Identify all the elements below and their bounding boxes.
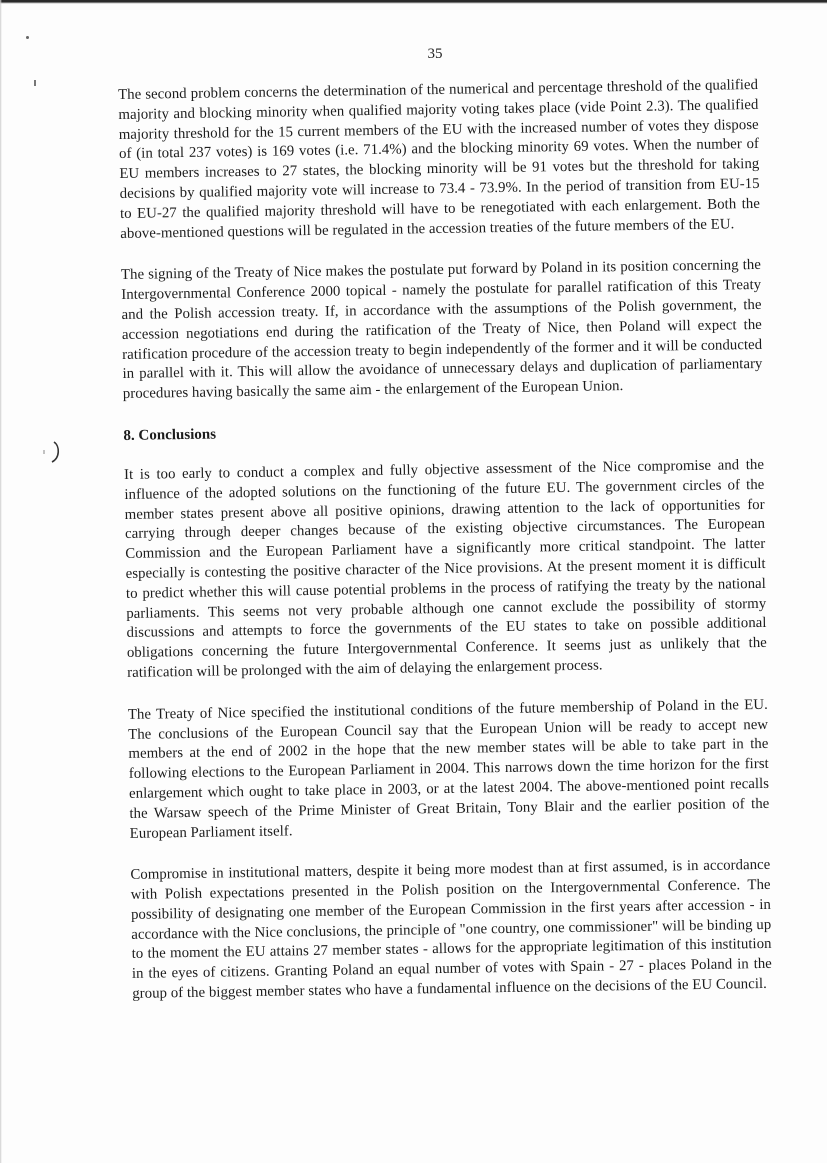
paragraph-conclusion-compromise: Compromise in institutional matters, despite it being more modest than at first assumed, is in accordance with Polish expectations presented in the Polish position on the Intergovernmental Conference. The possibility of designating one member of the European Commission in the first years after accession - in accordance with the Nice conclusions, the principle of "one country, one commissioner" will be binding up to the moment the EU attains 27 member states - allows for the appropriate legitimation of this institution in the eyes of citizens. Granting Poland an equal number of votes with Spain - 27 - places Poland in the group of the biggest member states who have a fundamental influence on the decisions of the EU Council.	[130, 857, 772, 1002]
binder-hole-icon	[40, 440, 62, 464]
page-top-edge	[0, 0, 827, 4]
section-heading-conclusions: 8. Conclusions	[123, 426, 217, 444]
paragraph-treaty-signing: The signing of the Treaty of Nice makes the postulate put forward by Poland in its position concerning the Intergovernmental Conference 2000 topical - namely the postulate for parallel ratification of this Treaty and the Polish accession treaty. If, in accordance with the assumptions of the Polish government, the accession negotiations end during the ratification of the Treaty of Nice, then Poland will expect the ratification procedure of the accession treaty to begin independently of the former and it will be conducted in parallel with it. This will allow the avoidance of unnecessary delays and duplication of parliamentary procedures having basically the same aim - the enlargement of the European Union.	[120, 257, 763, 403]
page-number: 35	[427, 46, 443, 62]
page-left-edge	[0, 0, 2, 1163]
paragraph-conclusion-membership: The Treaty of Nice specified the institutional conditions of the future membership of Poland in the EU. The conclusions of the European Council say that the European Union will be ready to accept new members at the end of 2002 in the hope that the new member states will be able to take part in the following elections to the European Parliament in 2004. This narrows down the time horizon for the first enlargement which ought to take place in 2003, or at the latest 2004. The above-mentioned point recalls the Warsaw speech of the Prime Minister of Great Britain, Tony Blair and the earlier position of the European Parliament itself.	[127, 696, 770, 842]
paragraph-qualified-majority: The second problem concerns the determination of the numerical and percentage threshold of the qualified majority and blocking minority when qualified majority voting takes place (vide Point 2.3). The qualified majority threshold for the 15 current members of the EU with the increased number of votes they dispose of (in total 237 votes) is 169 votes (i.e. 71.4%) and the blocking minority 69 votes. When the number of EU members increases to 27 states, the blocking minority will be 91 votes but the threshold for taking decisions by qualified majority vote will increase to 73.4 - 73.9%. In the period of transition from EU-15 to EU-27 the qualified majority threshold will have to be renegotiated with each enlargement. Both the above-mentioned questions will be regulated in the accession treaties of the future members of the EU.	[118, 76, 761, 242]
margin-dot-mark	[26, 36, 29, 39]
paragraph-conclusion-assessment: It is too early to conduct a complex and fully objective assessment of the Nice compromise and the influence of the adopted solutions on the functioning of the future EU. The government circles of the member states present above all positive opinions, drawing attention to the lack of opportunities for carrying through deeper changes because of the existing objective circumstances. The European Commission and the European Parliament have a significantly more critical standpoint. The latter especially is contesting the positive character of the Nice provisions. At the present moment it is difficult to predict whether this will cause potential problems in the process of ratifying the treaty by the national parliaments. This seems not very probable although one cannot exclude the possibility of stormy discussions and attempts to force the governments of the EU states to take on possible additional obligations concerning the future Intergovernmental Conference. It seems just as unlikely that the ratification will be prolonged with the aim of delaying the enlargement process.	[123, 456, 767, 681]
margin-tick-mark	[34, 80, 36, 86]
document-body	[118, 76, 773, 1027]
